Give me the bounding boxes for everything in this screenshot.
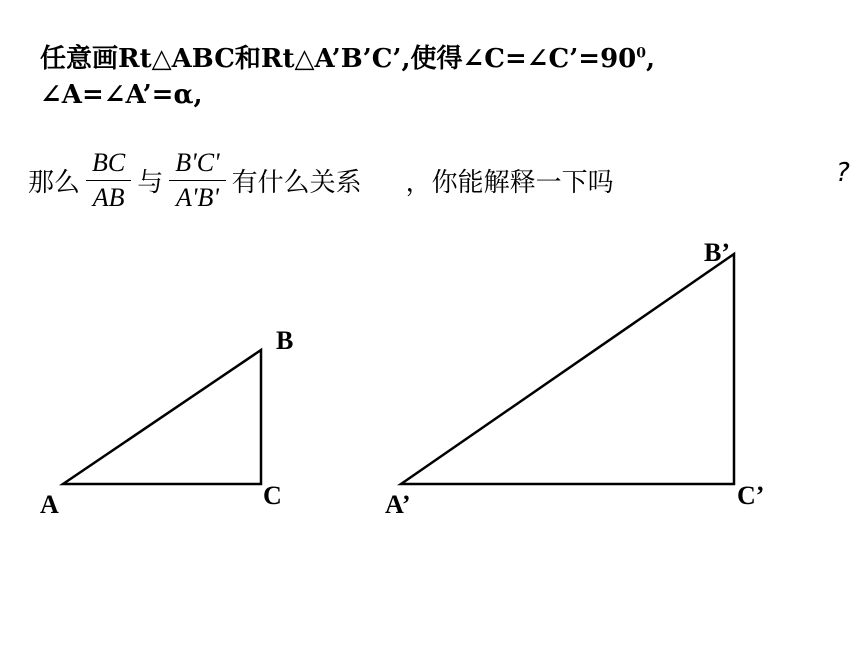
question-conjunction: 与 bbox=[137, 167, 164, 198]
vertex-label-c-prime: C’ bbox=[737, 481, 765, 510]
problem-statement-line-2: ∠A=∠A’=α, bbox=[40, 80, 203, 110]
question-tail: ，你能解释一下吗 bbox=[405, 167, 614, 198]
fraction-1-denominator: AB bbox=[92, 182, 125, 212]
question-prefix: 那么 bbox=[28, 167, 81, 198]
large-right-triangle bbox=[401, 254, 734, 484]
fraction-1-numerator: BC bbox=[92, 147, 126, 177]
vertex-label-a-prime: A’ bbox=[385, 490, 411, 519]
fraction-2-numerator: B'C' bbox=[175, 147, 220, 177]
statement-text: 任意画Rt△ABC和Rt△A’B’C’,使得∠C=∠C’=90 bbox=[40, 44, 637, 74]
degree-superscript: 0 bbox=[636, 45, 647, 62]
vertex-label-a: A bbox=[40, 490, 59, 519]
statement-comma: , bbox=[646, 44, 656, 74]
fraction-2-denominator: A'B' bbox=[176, 182, 219, 212]
vertex-label-b: B bbox=[276, 326, 294, 355]
vertex-label-b-prime: B’ bbox=[704, 238, 730, 267]
vertex-label-c: C bbox=[263, 481, 282, 510]
question-middle: 有什么关系 bbox=[231, 167, 362, 198]
question-mark: ? bbox=[836, 158, 850, 188]
small-right-triangle bbox=[63, 350, 261, 484]
